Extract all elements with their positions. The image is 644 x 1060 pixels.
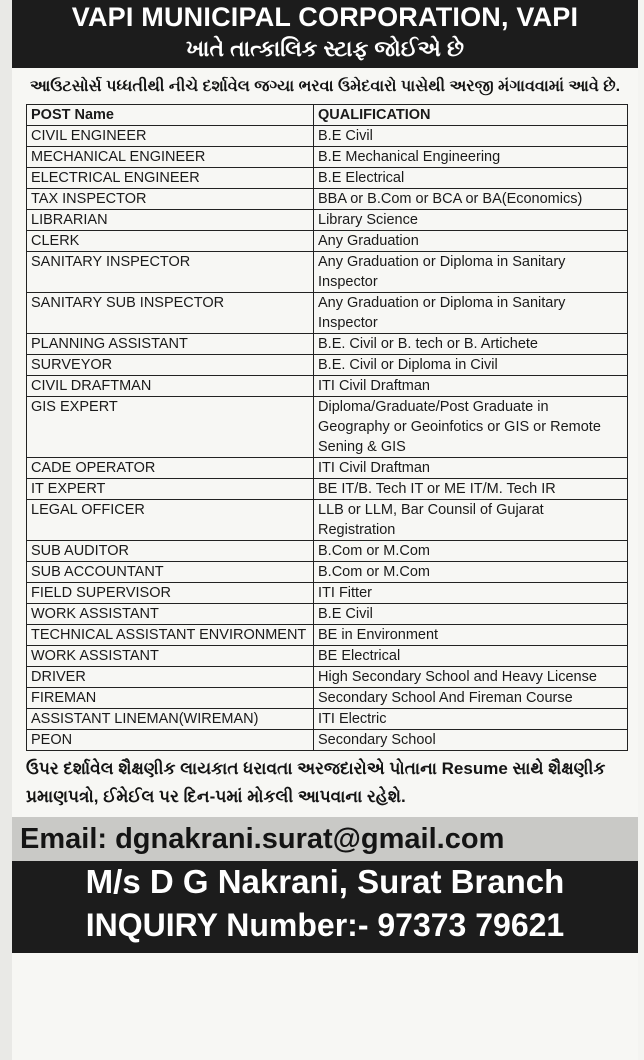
post-name-cell: DRIVER [27, 667, 314, 688]
qualification-cell: B.E Mechanical Engineering [314, 147, 628, 168]
qualification-cell: ITI Civil Draftman [314, 458, 628, 479]
table-row [27, 646, 628, 667]
post-name-cell: MECHANICAL ENGINEER [27, 147, 314, 168]
table-row [27, 625, 628, 646]
qualification-cell: B.E Electrical [314, 168, 628, 189]
header-title: VAPI MUNICIPAL CORPORATION, VAPI [71, 2, 579, 32]
table-row [27, 355, 628, 376]
table-row [27, 709, 628, 730]
qualification-cell: B.Com or M.Com [314, 562, 628, 583]
post-name-cell: GIS EXPERT [27, 397, 314, 458]
qualification-cell: B.E. Civil or Diploma in Civil [314, 355, 628, 376]
table-row [27, 231, 628, 252]
qualification-cell: LLB or LLM, Bar Counsil of Gujarat Registration [314, 500, 628, 541]
qualification-cell: B.E Civil [314, 126, 628, 147]
post-name-cell: LIBRARIAN [27, 210, 314, 231]
column-header-post: POST Name [27, 105, 314, 126]
job-advertisement [12, 0, 638, 1060]
post-name-cell: PLANNING ASSISTANT [27, 334, 314, 355]
post-name-cell: SURVEYOR [27, 355, 314, 376]
post-name-cell: CIVIL DRAFTMAN [27, 376, 314, 397]
qualification-cell: BE Electrical [314, 646, 628, 667]
qualification-cell: Secondary School And Fireman Course [314, 688, 628, 709]
qualification-cell: ITI Electric [314, 709, 628, 730]
header-subtitle: ખાતે તાત્કાલિક સ્ટાફ જોઈએ છે [185, 36, 465, 61]
post-name-cell: CIVIL ENGINEER [27, 126, 314, 147]
post-name-cell: WORK ASSISTANT [27, 646, 314, 667]
post-name-cell: TECHNICAL ASSISTANT ENVIRONMENT [27, 625, 314, 646]
table-row [27, 562, 628, 583]
post-name-cell: SANITARY INSPECTOR [27, 252, 314, 293]
page-margin [0, 0, 12, 1060]
company-name: M/s D G Nakrani, Surat Branch [12, 861, 638, 903]
table-row [27, 210, 628, 231]
post-name-cell: ASSISTANT LINEMAN(WIREMAN) [27, 709, 314, 730]
qualification-cell: Diploma/Graduate/Post Graduate in Geography or Geoinfotics or GIS or Remote Sening & GIS [314, 397, 628, 458]
post-name-cell: SUB ACCOUNTANT [27, 562, 314, 583]
post-name-cell: CADE OPERATOR [27, 458, 314, 479]
post-name-cell: ELECTRICAL ENGINEER [27, 168, 314, 189]
qualification-cell: BE IT/B. Tech IT or ME IT/M. Tech IR [314, 479, 628, 500]
table-row [27, 252, 628, 293]
table-row [27, 458, 628, 479]
jobs-table-body [27, 126, 628, 751]
table-row [27, 334, 628, 355]
qualification-cell: Any Graduation [314, 231, 628, 252]
post-name-cell: SANITARY SUB INSPECTOR [27, 293, 314, 334]
table-row [27, 293, 628, 334]
table-row [27, 479, 628, 500]
jobs-table-wrapper [12, 104, 638, 751]
post-name-cell: CLERK [27, 231, 314, 252]
table-row [27, 583, 628, 604]
post-name-cell: PEON [27, 730, 314, 751]
table-row [27, 730, 628, 751]
post-name-cell: IT EXPERT [27, 479, 314, 500]
qualification-cell: B.E Civil [314, 604, 628, 625]
qualification-cell: Any Graduation or Diploma in Sanitary Inspector [314, 252, 628, 293]
email-line: Email: dgnakrani.surat@gmail.com [12, 817, 638, 861]
qualification-cell: BE in Environment [314, 625, 628, 646]
qualification-cell: ITI Fitter [314, 583, 628, 604]
intro-text: આઉટસોર્સ પધ્ધતીથી નીચે દર્શાવેલ જગ્યા ભરવા ઉમેદવારો પાસેથી અરજી મંગાવવામાં આવે છે. [29, 78, 621, 95]
table-row [27, 541, 628, 562]
qualification-cell: B.E. Civil or B. tech or B. Artichete [314, 334, 628, 355]
post-name-cell: WORK ASSISTANT [27, 604, 314, 625]
qualification-cell: High Secondary School and Heavy License [314, 667, 628, 688]
post-name-cell: TAX INSPECTOR [27, 189, 314, 210]
post-name-cell: FIREMAN [27, 688, 314, 709]
post-name-cell: SUB AUDITOR [27, 541, 314, 562]
table-row [27, 168, 628, 189]
table-row [27, 667, 628, 688]
jobs-table [26, 104, 628, 751]
table-row [27, 147, 628, 168]
table-row [27, 500, 628, 541]
footer-note: ઉપર દર્શાવેલ શૈક્ષણીક લાયકાત ધરાવતા અરજદારોએ પોતાના Resume સાથે શૈક્ષણીક પ્રમાણપત્રો, ઈમેઈલ પર દિન-૫માં મોકલી આપવાના રહેશે. [26, 759, 606, 806]
table-row [27, 604, 628, 625]
post-name-cell: FIELD SUPERVISOR [27, 583, 314, 604]
inquiry-number: INQUIRY Number:- 97373 79621 [12, 903, 638, 953]
table-header-row [27, 105, 628, 126]
table-row [27, 126, 628, 147]
table-row [27, 376, 628, 397]
column-header-qualification: QUALIFICATION [314, 105, 628, 126]
qualification-cell: ITI Civil Draftman [314, 376, 628, 397]
table-row [27, 189, 628, 210]
qualification-cell: Any Graduation or Diploma in Sanitary Inspector [314, 293, 628, 334]
table-row [27, 397, 628, 458]
header-banner [12, 0, 638, 68]
table-row [27, 688, 628, 709]
qualification-cell: BBA or B.Com or BCA or BA(Economics) [314, 189, 628, 210]
qualification-cell: B.Com or M.Com [314, 541, 628, 562]
post-name-cell: LEGAL OFFICER [27, 500, 314, 541]
qualification-cell: Library Science [314, 210, 628, 231]
qualification-cell: Secondary School [314, 730, 628, 751]
